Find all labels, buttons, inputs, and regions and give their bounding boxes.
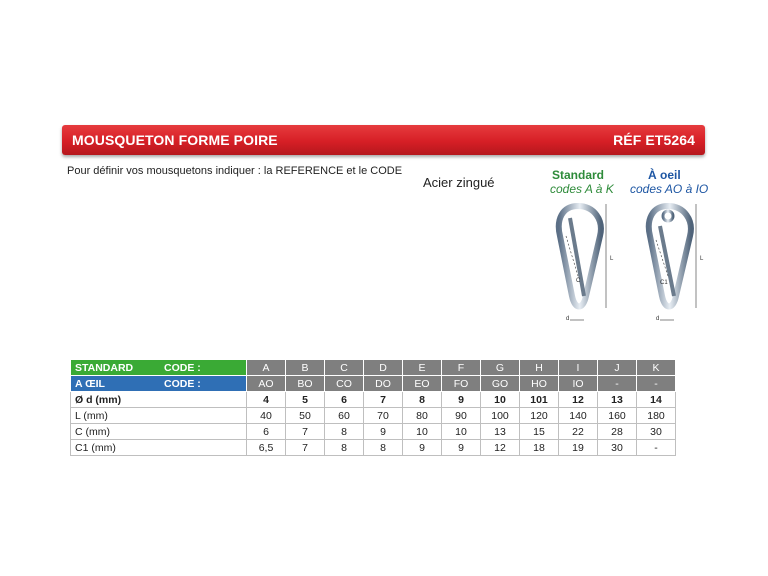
table-row xyxy=(71,360,676,376)
row-label-cell xyxy=(71,360,247,376)
table-cell: HO xyxy=(520,376,559,392)
table-cell: 140 xyxy=(559,408,598,424)
table-cell: G xyxy=(481,360,520,376)
table-cell: 30 xyxy=(598,440,637,456)
table-cell: 14 xyxy=(637,392,676,408)
row-label-cell xyxy=(71,392,247,408)
product-reference: RÉF ET5264 xyxy=(613,132,695,148)
table-cell: 6,5 xyxy=(247,440,286,456)
table-row xyxy=(71,424,676,440)
specification-table xyxy=(70,359,676,456)
row-label-cell xyxy=(71,440,247,456)
standard-diagram-label-l: L xyxy=(610,256,614,262)
table-cell: 9 xyxy=(442,392,481,408)
table-cell: CO xyxy=(325,376,364,392)
table-cell: EO xyxy=(403,376,442,392)
standard-hook-diagram xyxy=(548,196,628,336)
table-cell: D xyxy=(364,360,403,376)
table-cell: 18 xyxy=(520,440,559,456)
table-cell: 6 xyxy=(247,424,286,440)
table-cell: E xyxy=(403,360,442,376)
oeil-diagram-label-c1: C1 xyxy=(660,280,668,286)
table-cell: AO xyxy=(247,376,286,392)
table-cell: - xyxy=(598,376,637,392)
material-text: Acier zingué xyxy=(423,175,495,190)
table-cell: A xyxy=(247,360,286,376)
table-cell: 9 xyxy=(403,440,442,456)
table-cell: 7 xyxy=(364,392,403,408)
standard-diagram-label-d: d xyxy=(566,316,570,322)
table-cell: 160 xyxy=(598,408,637,424)
table-cell: F xyxy=(442,360,481,376)
table-cell: 40 xyxy=(247,408,286,424)
table-cell: 13 xyxy=(481,424,520,440)
code-label: CODE : xyxy=(164,361,201,374)
table-cell: 4 xyxy=(247,392,286,408)
oeil-variant-codes: codes AO à IO xyxy=(630,182,709,196)
table-cell: 28 xyxy=(598,424,637,440)
oeil-diagram-label-l: L xyxy=(700,256,704,262)
row-label: C1 (mm) xyxy=(75,441,116,454)
table-cell: 12 xyxy=(481,440,520,456)
table-cell: - xyxy=(637,440,676,456)
table-cell: 100 xyxy=(481,408,520,424)
oeil-hook-diagram xyxy=(638,196,718,336)
table-row xyxy=(71,440,676,456)
row-label: A ŒIL xyxy=(75,377,105,390)
table-cell: 22 xyxy=(559,424,598,440)
oeil-variant-title: À oeil xyxy=(648,168,681,182)
row-label: C (mm) xyxy=(75,425,110,438)
table-cell: FO xyxy=(442,376,481,392)
table-cell: BO xyxy=(286,376,325,392)
table-cell: 90 xyxy=(442,408,481,424)
table-cell: 15 xyxy=(520,424,559,440)
instruction-text: Pour définir vos mousquetons indiquer : la REFERENCE et le CODE xyxy=(67,165,403,177)
product-title: MOUSQUETON FORME POIRE xyxy=(72,132,278,148)
table-row xyxy=(71,408,676,424)
table-cell: 6 xyxy=(325,392,364,408)
table-cell: 8 xyxy=(325,440,364,456)
table-cell: 70 xyxy=(364,408,403,424)
table-cell: J xyxy=(598,360,637,376)
row-label: Ø d (mm) xyxy=(75,393,122,406)
table-cell: B xyxy=(286,360,325,376)
standard-diagram-label-c: C xyxy=(576,278,581,284)
table-cell: I xyxy=(559,360,598,376)
table-cell: 7 xyxy=(286,424,325,440)
oeil-diagram-label-d: d xyxy=(656,316,660,322)
table-cell: 80 xyxy=(403,408,442,424)
table-cell: 19 xyxy=(559,440,598,456)
table-cell: 7 xyxy=(286,440,325,456)
table-cell: - xyxy=(637,376,676,392)
row-label-cell xyxy=(71,424,247,440)
table-cell: IO xyxy=(559,376,598,392)
table-cell: 30 xyxy=(637,424,676,440)
table-cell: 8 xyxy=(403,392,442,408)
table-cell: 13 xyxy=(598,392,637,408)
table-cell: 8 xyxy=(325,424,364,440)
table-cell: 180 xyxy=(637,408,676,424)
row-label: STANDARD xyxy=(75,361,134,374)
table-row xyxy=(71,376,676,392)
table-cell: 5 xyxy=(286,392,325,408)
standard-variant-codes: codes A à K xyxy=(550,182,614,196)
standard-variant-title: Standard xyxy=(552,168,605,182)
table-cell: GO xyxy=(481,376,520,392)
table-cell: K xyxy=(637,360,676,376)
row-label: L (mm) xyxy=(75,409,108,422)
table-row xyxy=(71,392,676,408)
row-label-cell xyxy=(71,408,247,424)
code-label: CODE : xyxy=(164,377,201,390)
table-cell: 10 xyxy=(442,424,481,440)
table-cell: 10 xyxy=(481,392,520,408)
table-cell: 60 xyxy=(325,408,364,424)
table-cell: 8 xyxy=(364,440,403,456)
table-cell: 12 xyxy=(559,392,598,408)
table-cell: DO xyxy=(364,376,403,392)
table-cell: 120 xyxy=(520,408,559,424)
table-cell: 9 xyxy=(364,424,403,440)
table-cell: 50 xyxy=(286,408,325,424)
row-label-cell xyxy=(71,376,247,392)
title-banner xyxy=(62,125,705,155)
table-cell: 10 xyxy=(403,424,442,440)
table-cell: H xyxy=(520,360,559,376)
table-cell: C xyxy=(325,360,364,376)
table-cell: 101 xyxy=(520,392,559,408)
table-cell: 9 xyxy=(442,440,481,456)
